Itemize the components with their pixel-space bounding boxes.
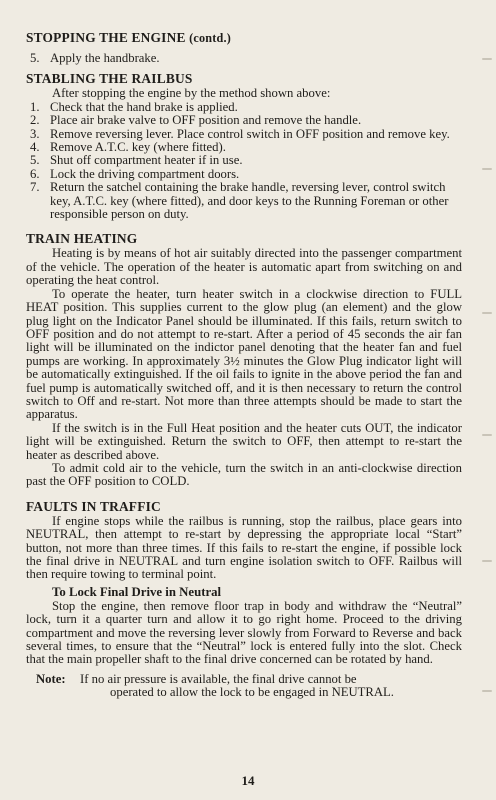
- list-item: 5. Shut off compartment heater if in use.: [30, 153, 243, 168]
- faults-paragraph: If engine stops while the railbus is running, stop the railbus, place gears into NEUTRAL, then attempt to re-start by depressing the appropriate local “Start” button, not more than three times. If this fails to re-start the engine, if possible lock the final drive in NEUTRAL and turn engine isolation switch to OFF. Railbus will then require towing to terminal point.: [26, 513, 462, 582]
- list-item: 6. Lock the driving compartment doors.: [30, 166, 240, 181]
- scan-mark: [482, 168, 492, 170]
- list-item: 5. Apply the handbrake.: [30, 51, 160, 65]
- subheading-lock-final-drive: To Lock Final Drive in Neutral: [52, 584, 222, 599]
- note-text: operated to allow the lock to be engaged in NEUTRAL.: [110, 685, 394, 700]
- section-heading-stabling: STABLING THE RAILBUS: [26, 71, 193, 87]
- page-number: 14: [241, 773, 255, 788]
- section-heading-train-heating: TRAIN HEATING: [26, 231, 138, 247]
- stopping-list: [26, 52, 462, 65]
- scan-mark: [482, 434, 492, 436]
- scan-mark: [482, 58, 492, 60]
- list-item: 4. Remove A.T.C. key (where fitted).: [30, 140, 226, 155]
- heating-paragraph: To admit cold air to the vehicle, turn the switch in an anti-clockwise direction past the OFF position to COLD.: [26, 460, 462, 489]
- section-heading-faults: FAULTS IN TRAFFIC: [26, 498, 161, 514]
- stabling-list: [26, 101, 462, 222]
- list-item: 3. Remove reversing lever. Place control switch in OFF position and remove key.: [30, 126, 450, 141]
- heating-paragraph: To operate the heater, turn heater switch in a clockwise direction to FULL HEAT position. This supplies current to the glow plug (an element) and the glow plug light on the Indicator Panel should be illuminated. If this fails, return switch to OFF position and do not attempt to re-start. After a period of 45 seconds the air fan light will be illuminated on the indictor panel denoting that the heater fan and fuel pumps are working. In approximately 3½ minutes the Glow Plug indicator light will be automatically extinguished. If the oil fails to ignite in the above period the fan and fuel pump is automatically switched off, and it is then necessary to return the control switch to Off and re-start. Not more than three attempts should be made to start the apparatus.: [26, 286, 462, 422]
- scan-mark: [482, 312, 492, 314]
- heating-paragraph: If the switch is in the Full Heat position and the heater cuts OUT, the indicator light will be extinguished. Return the switch to OFF, then attempt to re-start the heater as described above.: [26, 420, 462, 462]
- note-label: Note:: [36, 671, 66, 686]
- list-item: 2. Place air brake valve to OFF position and remove the handle.: [30, 113, 362, 128]
- scan-mark: [482, 690, 492, 692]
- scan-mark: [482, 560, 492, 562]
- heating-paragraph: Heating is by means of hot air suitably directed into the passenger compartment of the vehicle. The operation of the heater is automatic apart from switching on and operating the heat control.: [26, 246, 462, 288]
- lock-paragraph: Stop the engine, then remove floor trap in body and withdraw the “Neutral” lock, turn it a quarter turn and allow it to go right home. Proceed to the driving compartment and move the reversing lever slowly from Forward to Reverse and back several times, to ensure that the “Neutral” lock is entered fully into the slot. Check that the main propeller shaft to the final drive concerned can be rotated by hand.: [26, 598, 462, 667]
- note-text: If no air pressure is available, the final drive cannot be: [80, 671, 357, 686]
- list-item: 7. Return the satchel containing the brake handle, reversing lever, control switch key, A.T.C. key (where fitted), and door keys to the Running Foreman or other responsible person on duty.: [30, 180, 449, 222]
- section-heading-stopping-engine: STOPPING THE ENGINE (contd.): [26, 30, 232, 45]
- list-item: 1. Check that the hand brake is applied.: [30, 99, 238, 114]
- stabling-intro: After stopping the engine by the method shown above:: [52, 86, 331, 101]
- note-block: [26, 673, 462, 700]
